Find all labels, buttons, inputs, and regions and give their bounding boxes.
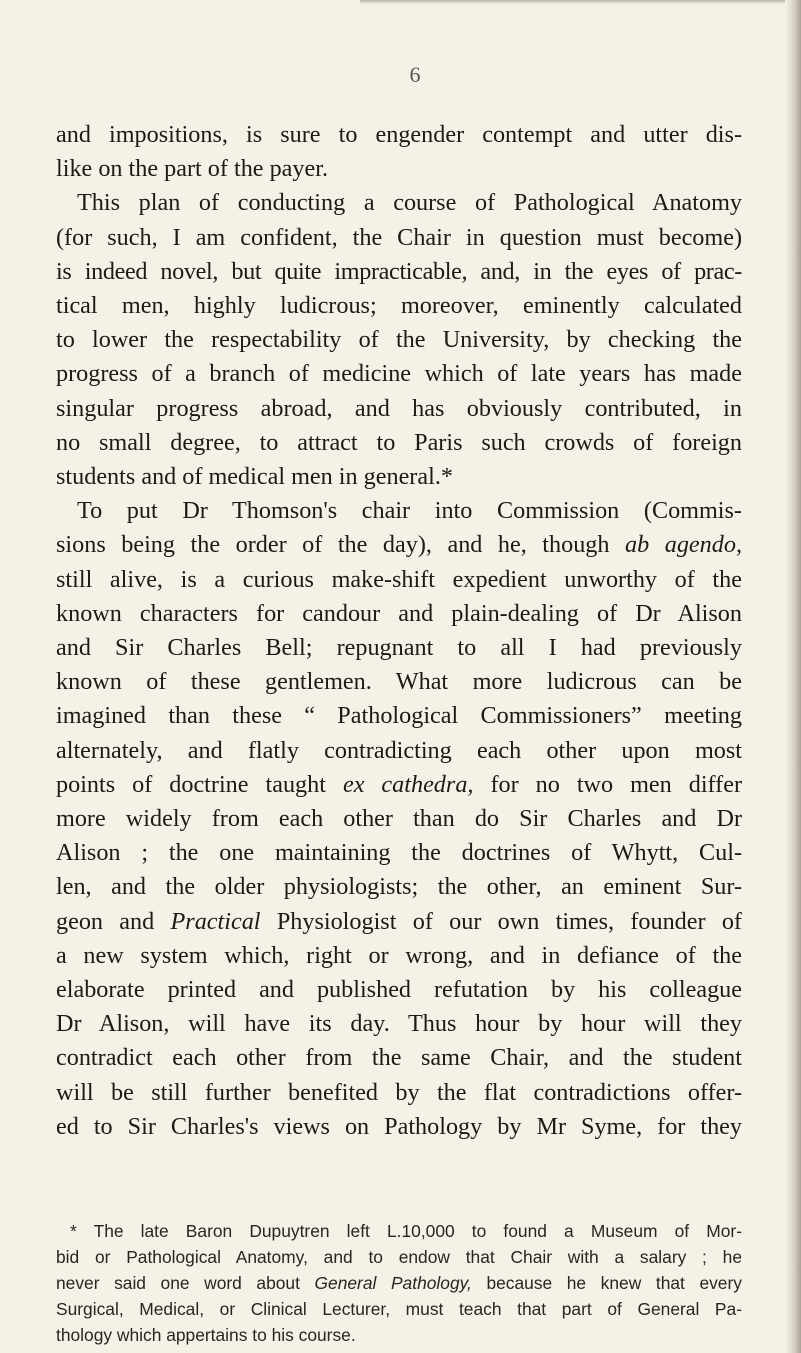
italic-ex-cathedra: ex cathedra, — [342, 770, 474, 798]
italic-practical: Practical — [170, 907, 261, 935]
footnote — [56, 1218, 742, 1348]
body-line: tical men, highly ludicrous; moreover, eminently calculated — [56, 292, 742, 320]
italic-general-pathology: General Pathology, — [314, 1273, 472, 1293]
body-line: elaborate printed and published refutation by his colleague — [56, 976, 742, 1004]
body-line: like on the part of the payer. — [56, 155, 329, 183]
body-line — [56, 905, 742, 939]
body-line: more widely from each other than do Sir Charles and Dr — [56, 805, 742, 833]
scan-edge-top — [360, 0, 801, 4]
body-line: known characters for candour and plain-dealing of Dr Alison — [56, 599, 742, 627]
body-line-text: points of doctrine taught — [56, 770, 326, 798]
footnote-line — [56, 1270, 742, 1296]
body-line: singular progress abroad, and has obviously contributed, in — [56, 394, 742, 422]
body-line: still alive, is a curious make-shift expedient unworthy of the — [56, 565, 742, 593]
body-line: progress of a branch of medicine which of late years has made — [56, 360, 742, 388]
body-line: alternately, and flatly contradicting each other upon most — [56, 736, 742, 764]
body-text — [56, 118, 742, 1144]
body-line: and Sir Charles Bell; repugnant to all I had previously — [56, 634, 742, 662]
body-line: known of these gentlemen. What more ludicrous can be — [56, 668, 742, 696]
footnote-line-text: never said one word about — [56, 1273, 300, 1293]
body-line-text: geon and — [56, 907, 155, 935]
body-line: This plan of conducting a course of Pathological Anatomy — [77, 189, 742, 217]
body-line: imagined than these “ Pathological Commissioners” meeting — [56, 702, 742, 730]
body-line: Dr Alison, will have its day. Thus hour by hour will they — [56, 1010, 742, 1038]
body-line: len, and the older physiologists; the other, an eminent Sur- — [56, 873, 742, 901]
footnote-line: bid or Pathological Anatomy, and to endow that Chair with a salary ; he — [56, 1247, 742, 1267]
body-line: to lower the respectability of the University, by checking the — [56, 326, 742, 354]
body-line: a new system which, right or wrong, and in defiance of the — [56, 941, 742, 969]
body-line: students and of medical men in general.* — [56, 463, 453, 491]
body-line-tail: for no two men differ — [490, 770, 743, 798]
body-line: ed to Sir Charles's views on Pathology by Mr Syme, for they — [56, 1112, 742, 1140]
page-number: 6 — [409, 62, 421, 87]
body-line-text: sions being the order of the day), and he, though — [56, 531, 610, 559]
body-line: contradict each other from the same Chair, and the student — [56, 1044, 742, 1072]
body-line-tail: Physiologist of our own times, founder of — [276, 907, 742, 935]
body-line: will be still further benefited by the flat contradictions offer- — [56, 1078, 742, 1106]
italic-ab-agendo: ab agendo, — [625, 531, 742, 559]
body-line: no small degree, to attract to Paris such crowds of foreign — [56, 428, 742, 456]
scan-edge-right — [785, 0, 801, 1353]
footnote-line: Surgical, Medical, or Clinical Lecturer, must teach that part of General Pa- — [56, 1299, 742, 1319]
body-line: (for such, I am confident, the Chair in question must become) — [56, 223, 742, 251]
body-line — [56, 528, 742, 562]
footnote-line: thology which appertains to his course. — [56, 1325, 356, 1345]
footnote-line-tail: because he knew that every — [486, 1273, 742, 1293]
body-line — [56, 768, 742, 802]
body-line: and impositions, is sure to engender contempt and utter dis- — [56, 121, 742, 148]
footnote-line: * The late Baron Dupuytren left L.10,000 to found a Museum of Mor- — [70, 1221, 742, 1241]
body-line: Alison ; the one maintaining the doctrines of Whytt, Cul- — [56, 839, 742, 867]
body-line: To put Dr Thomson's chair into Commission (Commis- — [77, 497, 742, 525]
body-line: is indeed novel, but quite impracticable, and, in the eyes of prac- — [56, 257, 742, 285]
